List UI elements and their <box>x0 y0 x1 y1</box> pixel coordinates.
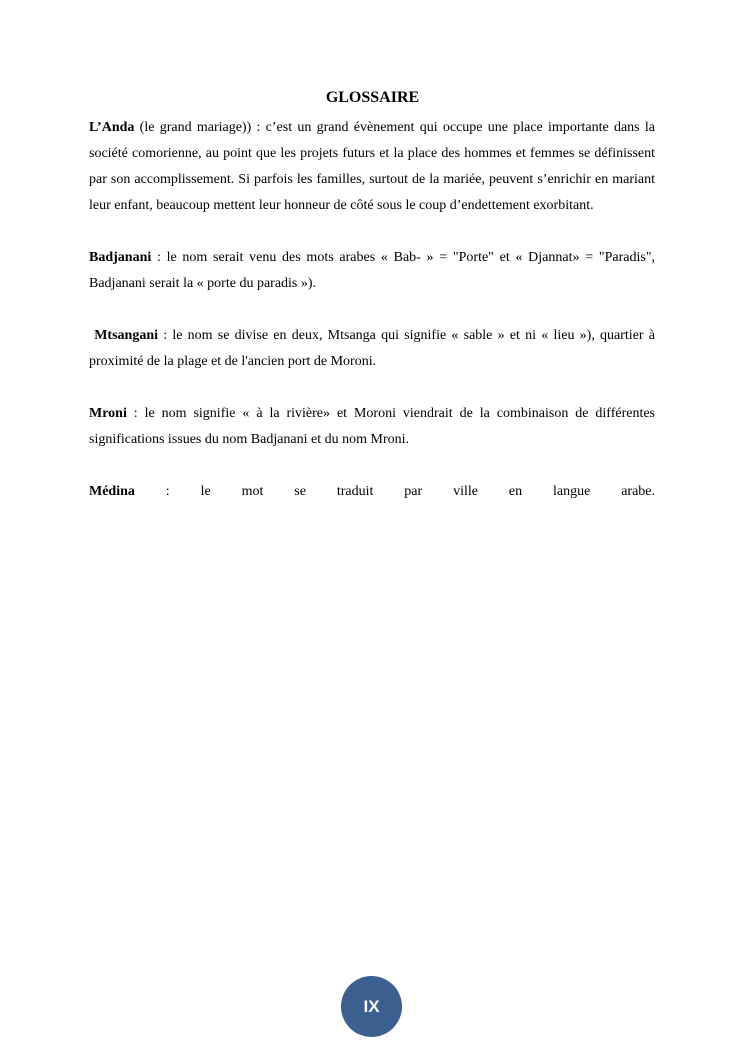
glossary-entry-landa <box>89 115 655 219</box>
glossary-definition: : le nom signifie « à la rivière» et Moroni viendrait de la combinaison de différentes significations issues du nom Badjanani et du nom Mroni. <box>89 406 655 447</box>
glossary-term: Médina <box>89 484 135 499</box>
glossary-term: Badjanani <box>89 250 152 265</box>
page-title: GLOSSAIRE <box>325 89 420 106</box>
glossary-definition: : le mot se traduit par ville en langue arabe. <box>134 484 655 499</box>
glossary-term: L’Anda <box>89 120 135 135</box>
glossary-definition: : le nom se divise en deux, Mtsanga qui signifie « sable » et ni « lieu »), quartier à proximité de la plage et de l'ancien port de Moroni. <box>89 328 656 369</box>
glossary-term: Mtsangani <box>94 328 159 343</box>
glossary-definition: : le nom serait venu des mots arabes « Bab- » = "Porte" et « Djannat» = "Paradis", Badjanani serait la « porte du paradis »). <box>89 250 655 291</box>
glossary-list <box>89 115 655 531</box>
glossary-entry-badjanani <box>89 245 655 297</box>
glossary-entry-mroni <box>89 401 655 453</box>
glossary-entry-medina <box>89 479 655 505</box>
glossary-entry-mtsangani <box>89 323 655 375</box>
glossary-term: Mroni <box>89 406 127 421</box>
glossary-definition: (le grand mariage)) : c’est un grand évènement qui occupe une place importante dans la société comorienne, au point que les projets futurs et la place des hommes et femmes se définissent par son accomplissement. Si parfois les familles, surtout de la mariée, peuvent s’enrichir en mariant leur enfant, beaucoup mettent leur honneur de côté sous le coup d’endettement exorbitant. <box>89 120 655 213</box>
page-number-badge: IX <box>341 976 402 1037</box>
